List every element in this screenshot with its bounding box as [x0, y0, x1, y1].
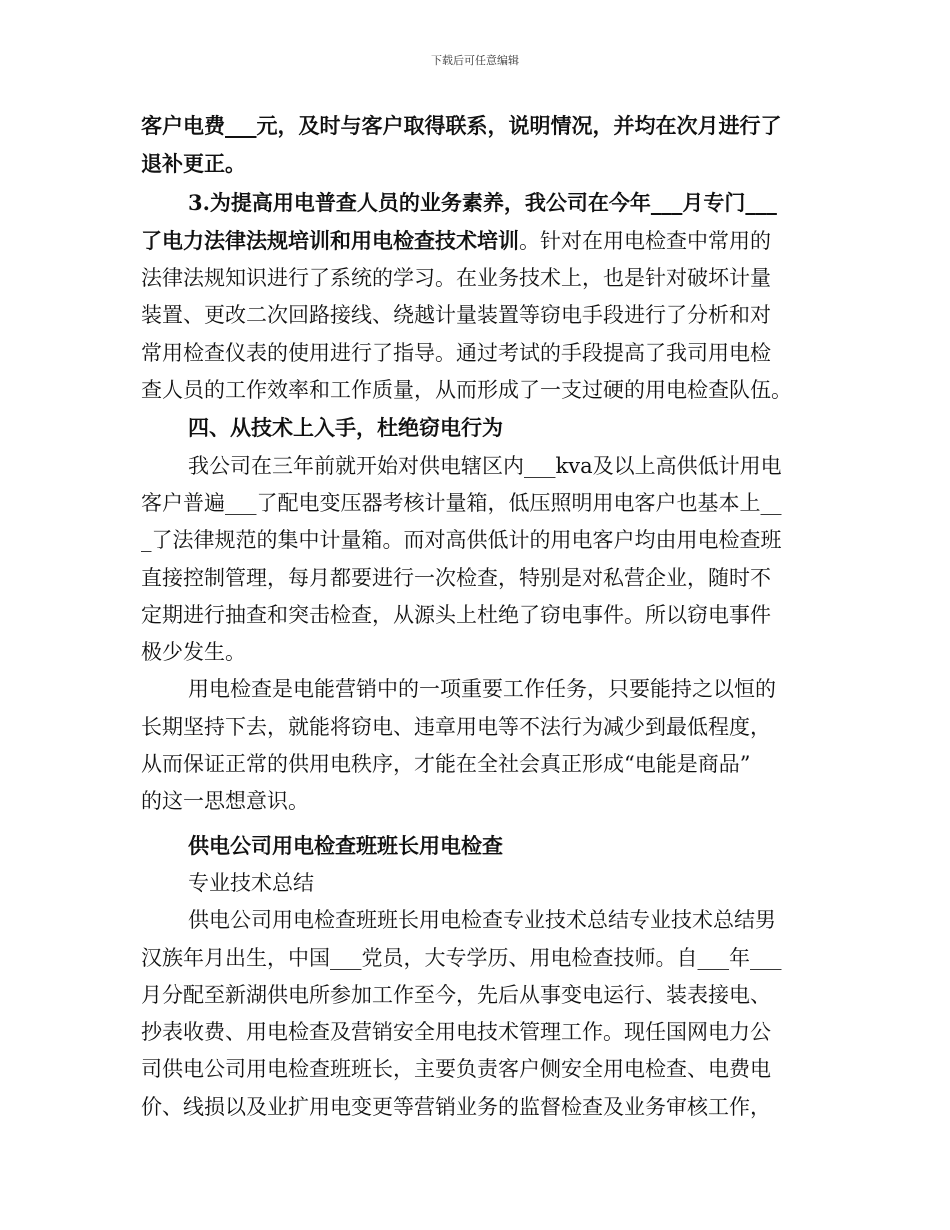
text-line: [141, 940, 811, 977]
text-line: [141, 372, 811, 409]
text-line: [141, 1089, 811, 1126]
text-segment: 专业技术总结: [188, 870, 314, 895]
text-line: [141, 783, 811, 820]
text-segment: 供电公司用电检查班班长用电检查专业技术总结专业技术总结男: [188, 908, 776, 933]
text-segment: 长期坚持下去，就能将窃电、违章用电等不法行为减少到最低程度，: [141, 714, 771, 739]
text-segment: 了电力法律法规培训和用电检查技术培训: [141, 227, 519, 253]
text-segment: 常用检查仪表的使用进行了指导。通过考试的手段提高了我司用电检: [141, 340, 771, 365]
text-line: [141, 977, 811, 1014]
text-line: [141, 222, 811, 260]
text-segment: 退补更正。: [141, 151, 246, 177]
text-line: [141, 145, 811, 183]
text-segment: 汉族年月出生，中国___党员，大专学历、用电检查技师。自___年___: [141, 945, 782, 970]
text-line: [141, 671, 811, 708]
text-segment: 直接控制管理，每月都要进行一次检查，特别是对私营企业，随时不: [141, 565, 771, 590]
text-line: [141, 260, 811, 297]
text-segment: 3.为提高用电普查人员的业务素养，我公司在今年___月专门___: [188, 189, 777, 215]
text-segment: 用电检查是电能营销中的一项重要工作任务，只要能持之以恒的: [188, 677, 776, 702]
text-segment: 抄表收费、用电检查及营销安全用电技术管理工作。现任国网电力公: [141, 1020, 771, 1045]
text-segment: 月分配至新湖供电所参加工作至今，先后从事变电运行、装表接电、: [141, 982, 771, 1007]
text-line: [141, 297, 811, 334]
text-line: [141, 865, 811, 902]
text-segment: 客户电费___元，及时与客户取得联系，说明情况，并均在次月进行了: [141, 113, 782, 138]
text-segment: 。针对在用电检查中常用的: [519, 228, 771, 253]
text-segment: 法律法规知识进行了系统的学习。在业务技术上，也是针对破坏计量: [141, 266, 771, 291]
text-segment: 的这一思想意识。: [141, 789, 309, 814]
text-line: [141, 409, 811, 447]
text-line: [141, 448, 811, 485]
text-segment: 客户普遍___了配电变压器考核计量箱，低压照明用电客户也基本上__: [141, 490, 782, 515]
text-segment: 四、从技术上入手，杜绝窃电行为: [188, 415, 503, 441]
text-line: [141, 597, 811, 634]
text-line: [141, 522, 811, 559]
text-segment: _了法律规范的集中计量箱。而对高供低计的用电客户均由用电检查班: [141, 528, 782, 553]
text-segment: 司供电公司用电检查班班长，主要负责客户侧安全用电检查、电费电: [141, 1057, 771, 1082]
text-line: [141, 902, 811, 939]
text-line: [141, 184, 811, 222]
text-segment: 价、线损以及业扩用电变更等营销业务的监督检查及业务审核工作，: [141, 1094, 771, 1119]
text-segment: 装置、更改二次回路接线、绕越计量装置等窃电手段进行了分析和对: [141, 303, 771, 328]
text-line: [141, 560, 811, 597]
page-header: 下载后可任意编辑: [431, 54, 519, 67]
text-line: [141, 827, 811, 865]
text-segment: 极少发生。: [141, 640, 246, 665]
document-body: [141, 107, 811, 1126]
text-line: [141, 1051, 811, 1088]
text-line: [141, 485, 811, 522]
text-line: [141, 634, 811, 671]
text-segment: 我公司在三年前就开始对供电辖区内___kva及以上高供低计用电: [188, 453, 782, 478]
text-line: [141, 1014, 811, 1051]
text-segment: 供电公司用电检查班班长用电检查: [188, 832, 503, 858]
text-line: [141, 335, 811, 372]
text-segment: 查人员的工作效率和工作质量，从而形成了一支过硬的用电检查队伍。: [141, 378, 792, 403]
text-line: [141, 709, 811, 746]
text-line: [141, 107, 811, 145]
text-segment: 定期进行抽查和突击检查，从源头上杜绝了窃电事件。所以窃电事件: [141, 602, 771, 627]
text-segment: 从而保证正常的供用电秩序，才能在全社会真正形成“电能是商品”: [141, 752, 751, 777]
text-line: [141, 746, 811, 783]
